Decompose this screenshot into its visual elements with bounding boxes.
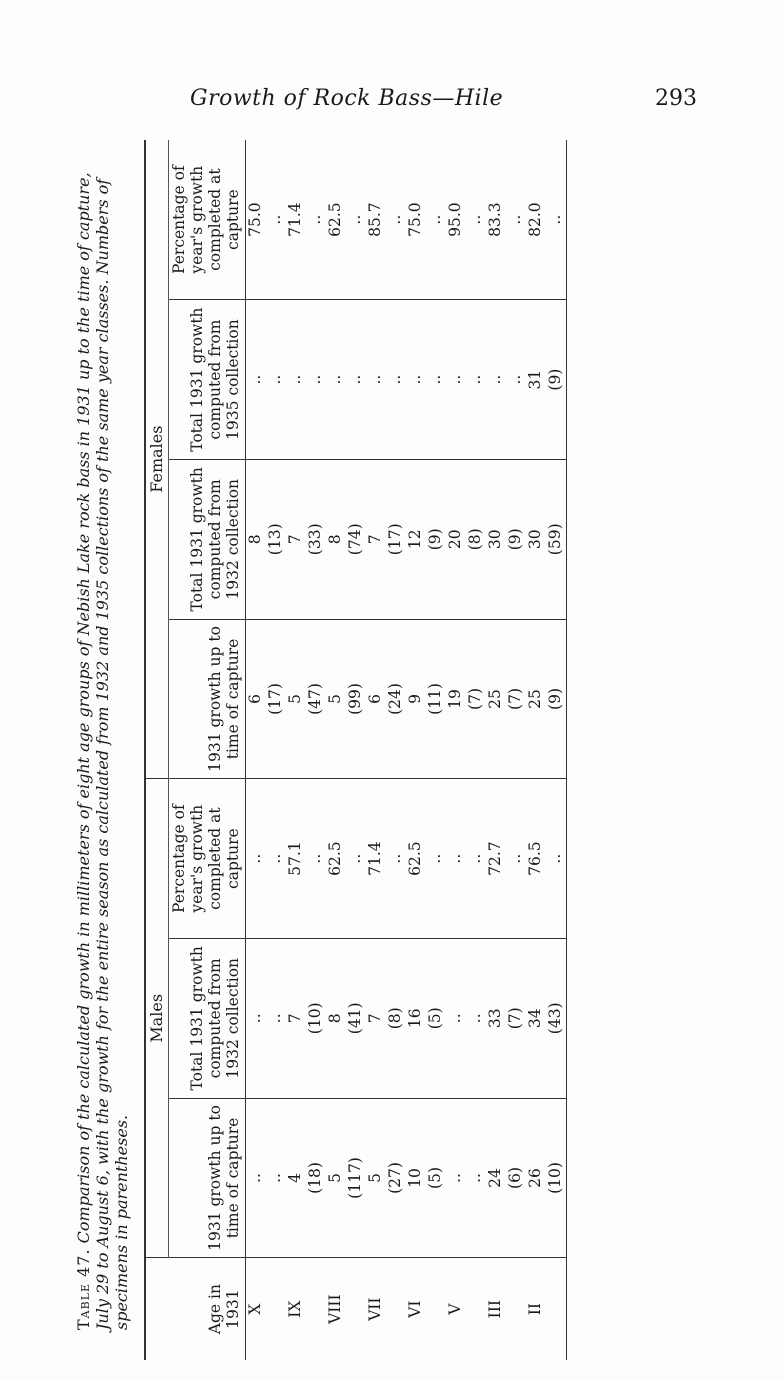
age-cell: VII <box>365 1297 384 1321</box>
age-cell <box>346 1258 366 1360</box>
table-cell: .. <box>546 140 567 300</box>
table-cell: 5 <box>366 1098 386 1258</box>
table-cell: (8) <box>466 459 486 619</box>
table-cell: .. <box>266 140 286 300</box>
table-row <box>386 140 406 1360</box>
page-number: 293 <box>655 86 697 111</box>
table-cell: 85.7 <box>366 140 386 300</box>
table-cell: .. <box>446 779 466 939</box>
table-cell: 7 <box>366 938 386 1098</box>
table-cell: 7 <box>366 459 386 619</box>
table-cell: (8) <box>386 938 406 1098</box>
table-cell: (17) <box>386 459 406 619</box>
table-cell: .. <box>506 140 526 300</box>
table-cell: 6 <box>245 619 266 779</box>
table-cell: 5 <box>326 1098 346 1258</box>
table-row <box>506 140 526 1360</box>
table-cell: (43) <box>546 938 567 1098</box>
table-cell: (99) <box>346 619 366 779</box>
table-row <box>266 140 286 1360</box>
table-cell: (18) <box>306 1098 326 1258</box>
table-cell: (7) <box>506 938 526 1098</box>
females-group-label: Females <box>145 140 169 779</box>
col-header-male-percentage: Percentage of year's growth completed at capture <box>169 779 245 939</box>
table-cell: .. <box>506 779 526 939</box>
col-header-female-total-1932: Total 1931 growth computed from 1932 collection <box>169 459 245 619</box>
table-cell: .. <box>245 1098 266 1258</box>
table-cell: .. <box>446 938 466 1098</box>
table-cell: .. <box>466 938 486 1098</box>
col-header-age: Age in 1931 <box>169 1258 245 1360</box>
growth-comparison-table <box>144 140 567 1360</box>
table-cell: 76.5 <box>526 779 546 939</box>
table-cell: (9) <box>426 459 446 619</box>
table-cell: .. <box>326 300 346 460</box>
table-row <box>406 140 426 1360</box>
table-cell: 62.5 <box>326 779 346 939</box>
col-header-female-percentage: Percentage of year's growth completed at capture <box>169 140 245 300</box>
table-cell: 72.7 <box>486 779 506 939</box>
table-cell: .. <box>366 300 386 460</box>
table-cell: (5) <box>426 1098 446 1258</box>
table-cell: 5 <box>286 619 306 779</box>
table-cell: 8 <box>326 459 346 619</box>
table-cell: 57.1 <box>286 779 306 939</box>
table-cell: (117) <box>346 1098 366 1258</box>
table-cell: .. <box>466 300 486 460</box>
table-cell: 71.4 <box>366 779 386 939</box>
table-cell: .. <box>245 300 266 460</box>
table-cell: .. <box>466 140 486 300</box>
table-cell: .. <box>266 1098 286 1258</box>
table-cell: 75.0 <box>406 140 426 300</box>
table-cell: 30 <box>486 459 506 619</box>
table-cell: 6 <box>366 619 386 779</box>
table-body <box>245 140 566 1360</box>
table-cell: (10) <box>306 938 326 1098</box>
table-cell: 5 <box>326 619 346 779</box>
table-cell: .. <box>306 300 326 460</box>
table-cell: (17) <box>266 619 286 779</box>
table-cell: .. <box>426 140 446 300</box>
table-cell: .. <box>546 779 567 939</box>
table-cell: .. <box>266 938 286 1098</box>
table-cell: (9) <box>506 459 526 619</box>
table-cell: (41) <box>346 938 366 1098</box>
col-header-male-growth: 1931 growth up to time of capture <box>169 1098 245 1258</box>
table-row <box>326 140 346 1360</box>
table-cell: 62.5 <box>406 779 426 939</box>
table-cell: 19 <box>446 619 466 779</box>
age-cell <box>426 1258 446 1360</box>
table-cell: .. <box>386 140 406 300</box>
col-header-male-total-1932: Total 1931 growth computed from 1932 collection <box>169 938 245 1098</box>
table-cell: 34 <box>526 938 546 1098</box>
table-cell: 75.0 <box>245 140 266 300</box>
table-row <box>346 140 366 1360</box>
table-cell: .. <box>346 779 366 939</box>
table-cell: (47) <box>306 619 326 779</box>
table-cell: 82.0 <box>526 140 546 300</box>
table-cell: 12 <box>406 459 426 619</box>
table-cell: .. <box>446 1098 466 1258</box>
table-cell: .. <box>266 300 286 460</box>
table-cell: 7 <box>286 938 306 1098</box>
table-cell: .. <box>245 779 266 939</box>
table-cell: .. <box>286 300 306 460</box>
table-header-spacer <box>145 1258 169 1360</box>
table-cell: 8 <box>245 459 266 619</box>
table-cell: (10) <box>546 1098 567 1258</box>
table-cell: (6) <box>506 1098 526 1258</box>
age-cell <box>506 1258 526 1360</box>
table-cell: .. <box>266 779 286 939</box>
table-cell: .. <box>346 300 366 460</box>
table-row <box>306 140 326 1360</box>
age-cell: VIII <box>325 1294 344 1324</box>
rotated-table-content <box>70 140 590 1360</box>
table-cell: .. <box>386 779 406 939</box>
table-cell: (9) <box>546 300 567 460</box>
table-cell: (13) <box>266 459 286 619</box>
age-cell: VI <box>405 1300 424 1318</box>
table-cell: (5) <box>426 938 446 1098</box>
rotated-table-frame <box>70 140 590 1360</box>
table-cell: .. <box>486 300 506 460</box>
table-row <box>245 140 266 1360</box>
col-header-female-total-1935: Total 1931 growth computed from 1935 collection <box>169 300 245 460</box>
table-cell: 16 <box>406 938 426 1098</box>
table-cell: 20 <box>446 459 466 619</box>
table-cell: 26 <box>526 1098 546 1258</box>
table-cell: .. <box>466 779 486 939</box>
table-cell: 62.5 <box>326 140 346 300</box>
table-cell: (9) <box>546 619 567 779</box>
running-header-title: Growth of Rock Bass—Hile <box>190 86 504 111</box>
table-cell: (7) <box>466 619 486 779</box>
table-cell: .. <box>446 300 466 460</box>
males-group-label: Males <box>145 779 169 1258</box>
table-cell: 30 <box>526 459 546 619</box>
table-cell: (27) <box>386 1098 406 1258</box>
table-cell: .. <box>426 300 446 460</box>
table-row <box>486 140 506 1360</box>
table-cell: .. <box>506 300 526 460</box>
age-cell <box>546 1258 567 1360</box>
table-cell: 24 <box>486 1098 506 1258</box>
table-cell: 4 <box>286 1098 306 1258</box>
table-row <box>286 140 306 1360</box>
table-cell: 10 <box>406 1098 426 1258</box>
table-cell: (24) <box>386 619 406 779</box>
table-cell: (33) <box>306 459 326 619</box>
table-cell: .. <box>245 938 266 1098</box>
age-cell <box>266 1258 286 1360</box>
table-caption <box>74 150 132 1330</box>
table-cell: (7) <box>506 619 526 779</box>
table-row <box>466 140 486 1360</box>
table-cell: 7 <box>286 459 306 619</box>
col-header-female-growth: 1931 growth up to time of capture <box>169 619 245 779</box>
table-cell: 25 <box>486 619 506 779</box>
age-cell: II <box>525 1303 544 1316</box>
age-cell: X <box>245 1303 264 1315</box>
table-row <box>426 140 446 1360</box>
table-row <box>446 140 466 1360</box>
table-cell: .. <box>346 140 366 300</box>
table-cell: 95.0 <box>446 140 466 300</box>
table-cell: 31 <box>526 300 546 460</box>
table-cell: .. <box>386 300 406 460</box>
table-cell: 33 <box>486 938 506 1098</box>
age-cell: III <box>485 1299 504 1319</box>
table-cell: .. <box>306 140 326 300</box>
table-cell: .. <box>426 779 446 939</box>
table-cell: 25 <box>526 619 546 779</box>
table-caption-label: Table 47. <box>74 1248 93 1330</box>
table-cell: (11) <box>426 619 446 779</box>
table-cell: 71.4 <box>286 140 306 300</box>
table-caption-text: Comparison of the calculated growth in millimeters of eight age groups of Nebish Lake rock bass in 1931 up to the time of capture, July 29 to August 6, with the growth for the entire season as calculated from 1932 and 1935 collections of the same year classes. Numbers of specimens in parentheses. <box>74 172 132 1330</box>
age-cell <box>386 1258 406 1360</box>
table-row <box>526 140 546 1360</box>
age-cell: V <box>445 1303 464 1315</box>
table-cell: .. <box>466 1098 486 1258</box>
age-cell: IX <box>285 1300 304 1318</box>
table-cell: 83.3 <box>486 140 506 300</box>
table-row <box>546 140 567 1360</box>
table-cell: .. <box>306 779 326 939</box>
table-cell: (74) <box>346 459 366 619</box>
table-cell: (59) <box>546 459 567 619</box>
table-cell: 8 <box>326 938 346 1098</box>
table-cell: 9 <box>406 619 426 779</box>
age-cell <box>466 1258 486 1360</box>
age-cell <box>306 1258 326 1360</box>
table-row <box>366 140 386 1360</box>
table-cell: .. <box>406 300 426 460</box>
